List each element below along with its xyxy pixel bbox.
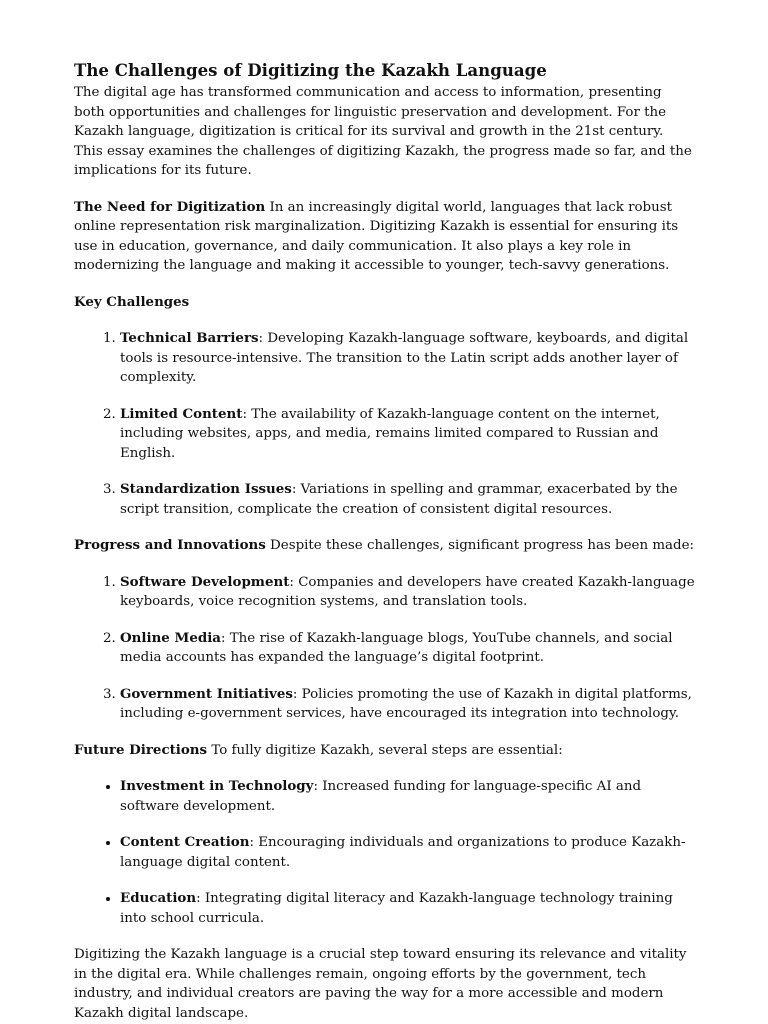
list-item-text: : The availability of Kazakh-language content on the internet, including websites, apps, and media, remains limited compared to Russian and English. [120,406,660,461]
list-item-title: Online Media [120,629,221,646]
future-list [74,777,696,928]
bullet-item-title: Investment in Technology [120,778,314,794]
list-item-title: Limited Content [120,405,243,422]
list-item-text: : Variations in spelling and grammar, exacerbated by the script transition, complicate the creation of consistent digital resources. [120,482,678,517]
need-heading: The Need for Digitization [74,198,266,215]
bullet-item [120,777,696,816]
list-item [120,573,696,612]
list-item [120,405,696,464]
bullet-item-title: Education [120,890,197,906]
need-text: In an increasingly digital world, languages that lack robust online representation risk marginalization. Digitizing Kazakh is essential for ensuring its use in education, governance, and daily communication. It also plays a key role in modernizing the language and making it accessible to younger, tech-savvy generations. [74,199,679,273]
list-item [120,629,696,668]
list-item-title: Technical Barriers [120,330,259,346]
bullet-item-text: : Increased funding for language-specific AI and software development. [120,779,642,814]
bullet-item-text: : Encouraging individuals and organizations to produce Kazakh-language digital content. [120,835,686,870]
future-paragraph [74,741,696,761]
progress-heading: Progress and Innovations [74,537,266,553]
challenges-list [74,329,696,519]
intro-paragraph: The digital age has transformed communication and access to information, presenting both opportunities and challenges for linguistic preservation and development. For the Kazakh language, digitization is critical for its survival and growth in the 21st century. This essay examines the challenges of digitizing Kazakh, the progress made so far, and the implications for its future. [74,85,692,178]
list-item-text: : The rise of Kazakh-language blogs, YouTube channels, and social media accounts has expanded the language’s digital footprint. [120,630,673,665]
bullet-item [120,833,696,872]
progress-list [74,573,696,724]
bullet-item-title: Content Creation [120,834,250,850]
conclusion-paragraph: Digitizing the Kazakh language is a crucial step toward ensuring its relevance and vitality in the digital era. While challenges remain, ongoing efforts by the government, tech industry, and individual creators are paving the way for a more accessible and modern Kazakh digital landscape. [74,947,687,1021]
progress-paragraph [74,536,696,556]
list-item-text: : Policies promoting the use of Kazakh in digital platforms, including e-government services, have encouraged its integration into technology. [120,686,692,721]
list-item-title: Software Development [120,573,290,590]
list-item-title: Standardization Issues [120,481,292,497]
document-title: The Challenges of Digitizing the Kazakh Language [74,60,547,80]
future-heading: Future Directions [74,741,208,758]
list-item [120,480,696,519]
list-item-title: Government Initiatives [120,685,293,702]
list-item [120,685,696,724]
list-item [120,329,696,388]
need-paragraph [74,198,696,276]
list-item-text: : Companies and developers have created Kazakh-language keyboards, voice recognition systems, and translation tools. [120,574,695,609]
future-text: To fully digitize Kazakh, several steps are essential: [207,742,563,758]
list-item-text: : Developing Kazakh-language software, keyboards, and digital tools is resource-intensive. The transition to the Latin script adds another layer of complexity. [120,331,689,385]
challenges-heading-paragraph [74,293,696,313]
challenges-heading: Key Challenges [74,293,190,310]
bullet-item-text: : Integrating digital literacy and Kazakh-language technology training into school curricula. [120,891,673,926]
bullet-item [120,889,696,928]
progress-text: Despite these challenges, significant progress has been made: [265,538,695,553]
